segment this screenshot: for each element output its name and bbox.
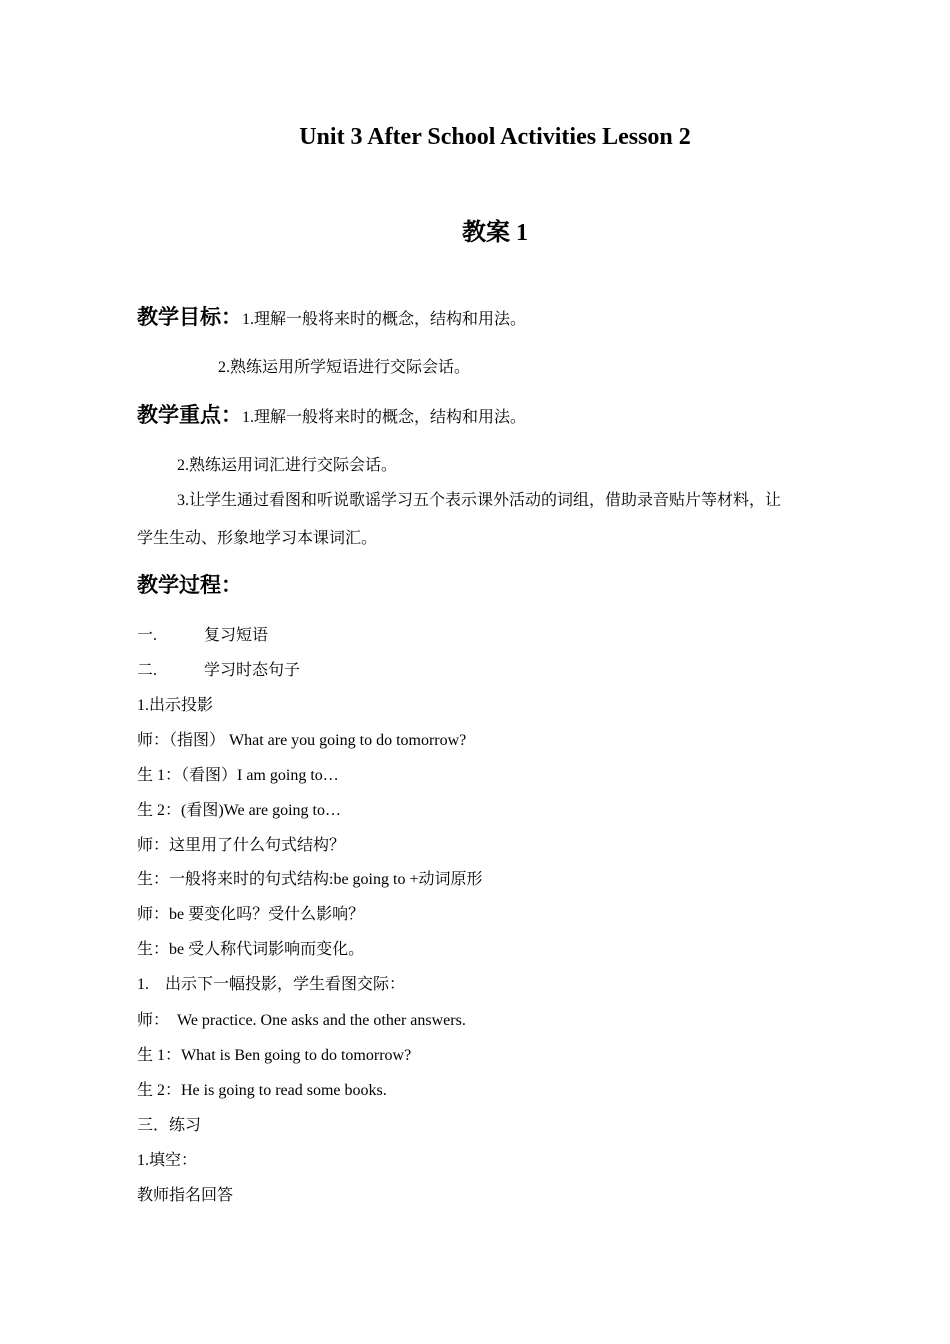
objectives-item-2: 2.熟练运用所学短语进行交际会话。 [218, 359, 471, 376]
key-points-item-3-line-1: 3.让学生通过看图和听说歌谣学习五个表示课外活动的词组，借助录音贴片等材料，让 [177, 492, 782, 509]
process-line: 生 2：He is going to read some books. [137, 1082, 387, 1099]
process-line: 师： We practice. One asks and the other answers. [137, 1012, 466, 1029]
process-line: 三．练习 [137, 1117, 202, 1134]
key-points-item-3-line-2: 学生生动、形象地学习本课词汇。 [137, 530, 378, 547]
process-line: 师：这里用了什么句式结构？ [137, 837, 346, 854]
page-title: Unit 3 After School Activities Lesson 2 [299, 124, 691, 150]
key-points-section [137, 399, 526, 429]
process-line: 师：be 要变化吗？受什么影响？ [137, 906, 365, 923]
objectives-section [137, 301, 526, 331]
process-line: 生：be 受人称代词影响而变化。 [137, 941, 365, 958]
process-step-1-num: 一. [137, 627, 158, 644]
process-line: 生 1：（看图）I am going to… [137, 767, 339, 784]
process-line: 1.填空： [137, 1152, 198, 1169]
objectives-label: 教学目标： [137, 305, 242, 329]
process-line: 师：（指图） What are you going to do tomorrow? [137, 732, 467, 749]
key-points-label: 教学重点： [137, 403, 242, 427]
process-step-2-num: 二. [137, 662, 158, 679]
process-line: 1. 出示下一幅投影，学生看图交际： [137, 976, 406, 993]
process-line: 生 2：(看图)We are going to… [137, 802, 342, 819]
process-line: 生：一般将来时的句式结构:be going to +动词原形 [137, 871, 483, 888]
objectives-item-1: 1.理解一般将来时的概念，结构和用法。 [242, 311, 527, 328]
page-subtitle: 教案 1 [462, 220, 528, 246]
process-line: 教师指名回答 [137, 1187, 234, 1204]
process-step-2-text: 学习时态句子 [204, 662, 301, 679]
process-line: 1.出示投影 [137, 697, 214, 714]
process-step-1-text: 复习短语 [204, 627, 269, 644]
key-points-item-1: 1.理解一般将来时的概念，结构和用法。 [242, 409, 527, 426]
process-step-1 [137, 622, 268, 645]
process-line: 生 1：What is Ben going to do tomorrow? [137, 1047, 412, 1064]
key-points-item-2: 2.熟练运用词汇进行交际会话。 [177, 457, 398, 474]
process-step-2 [137, 657, 300, 680]
process-label: 教学过程： [137, 573, 242, 597]
